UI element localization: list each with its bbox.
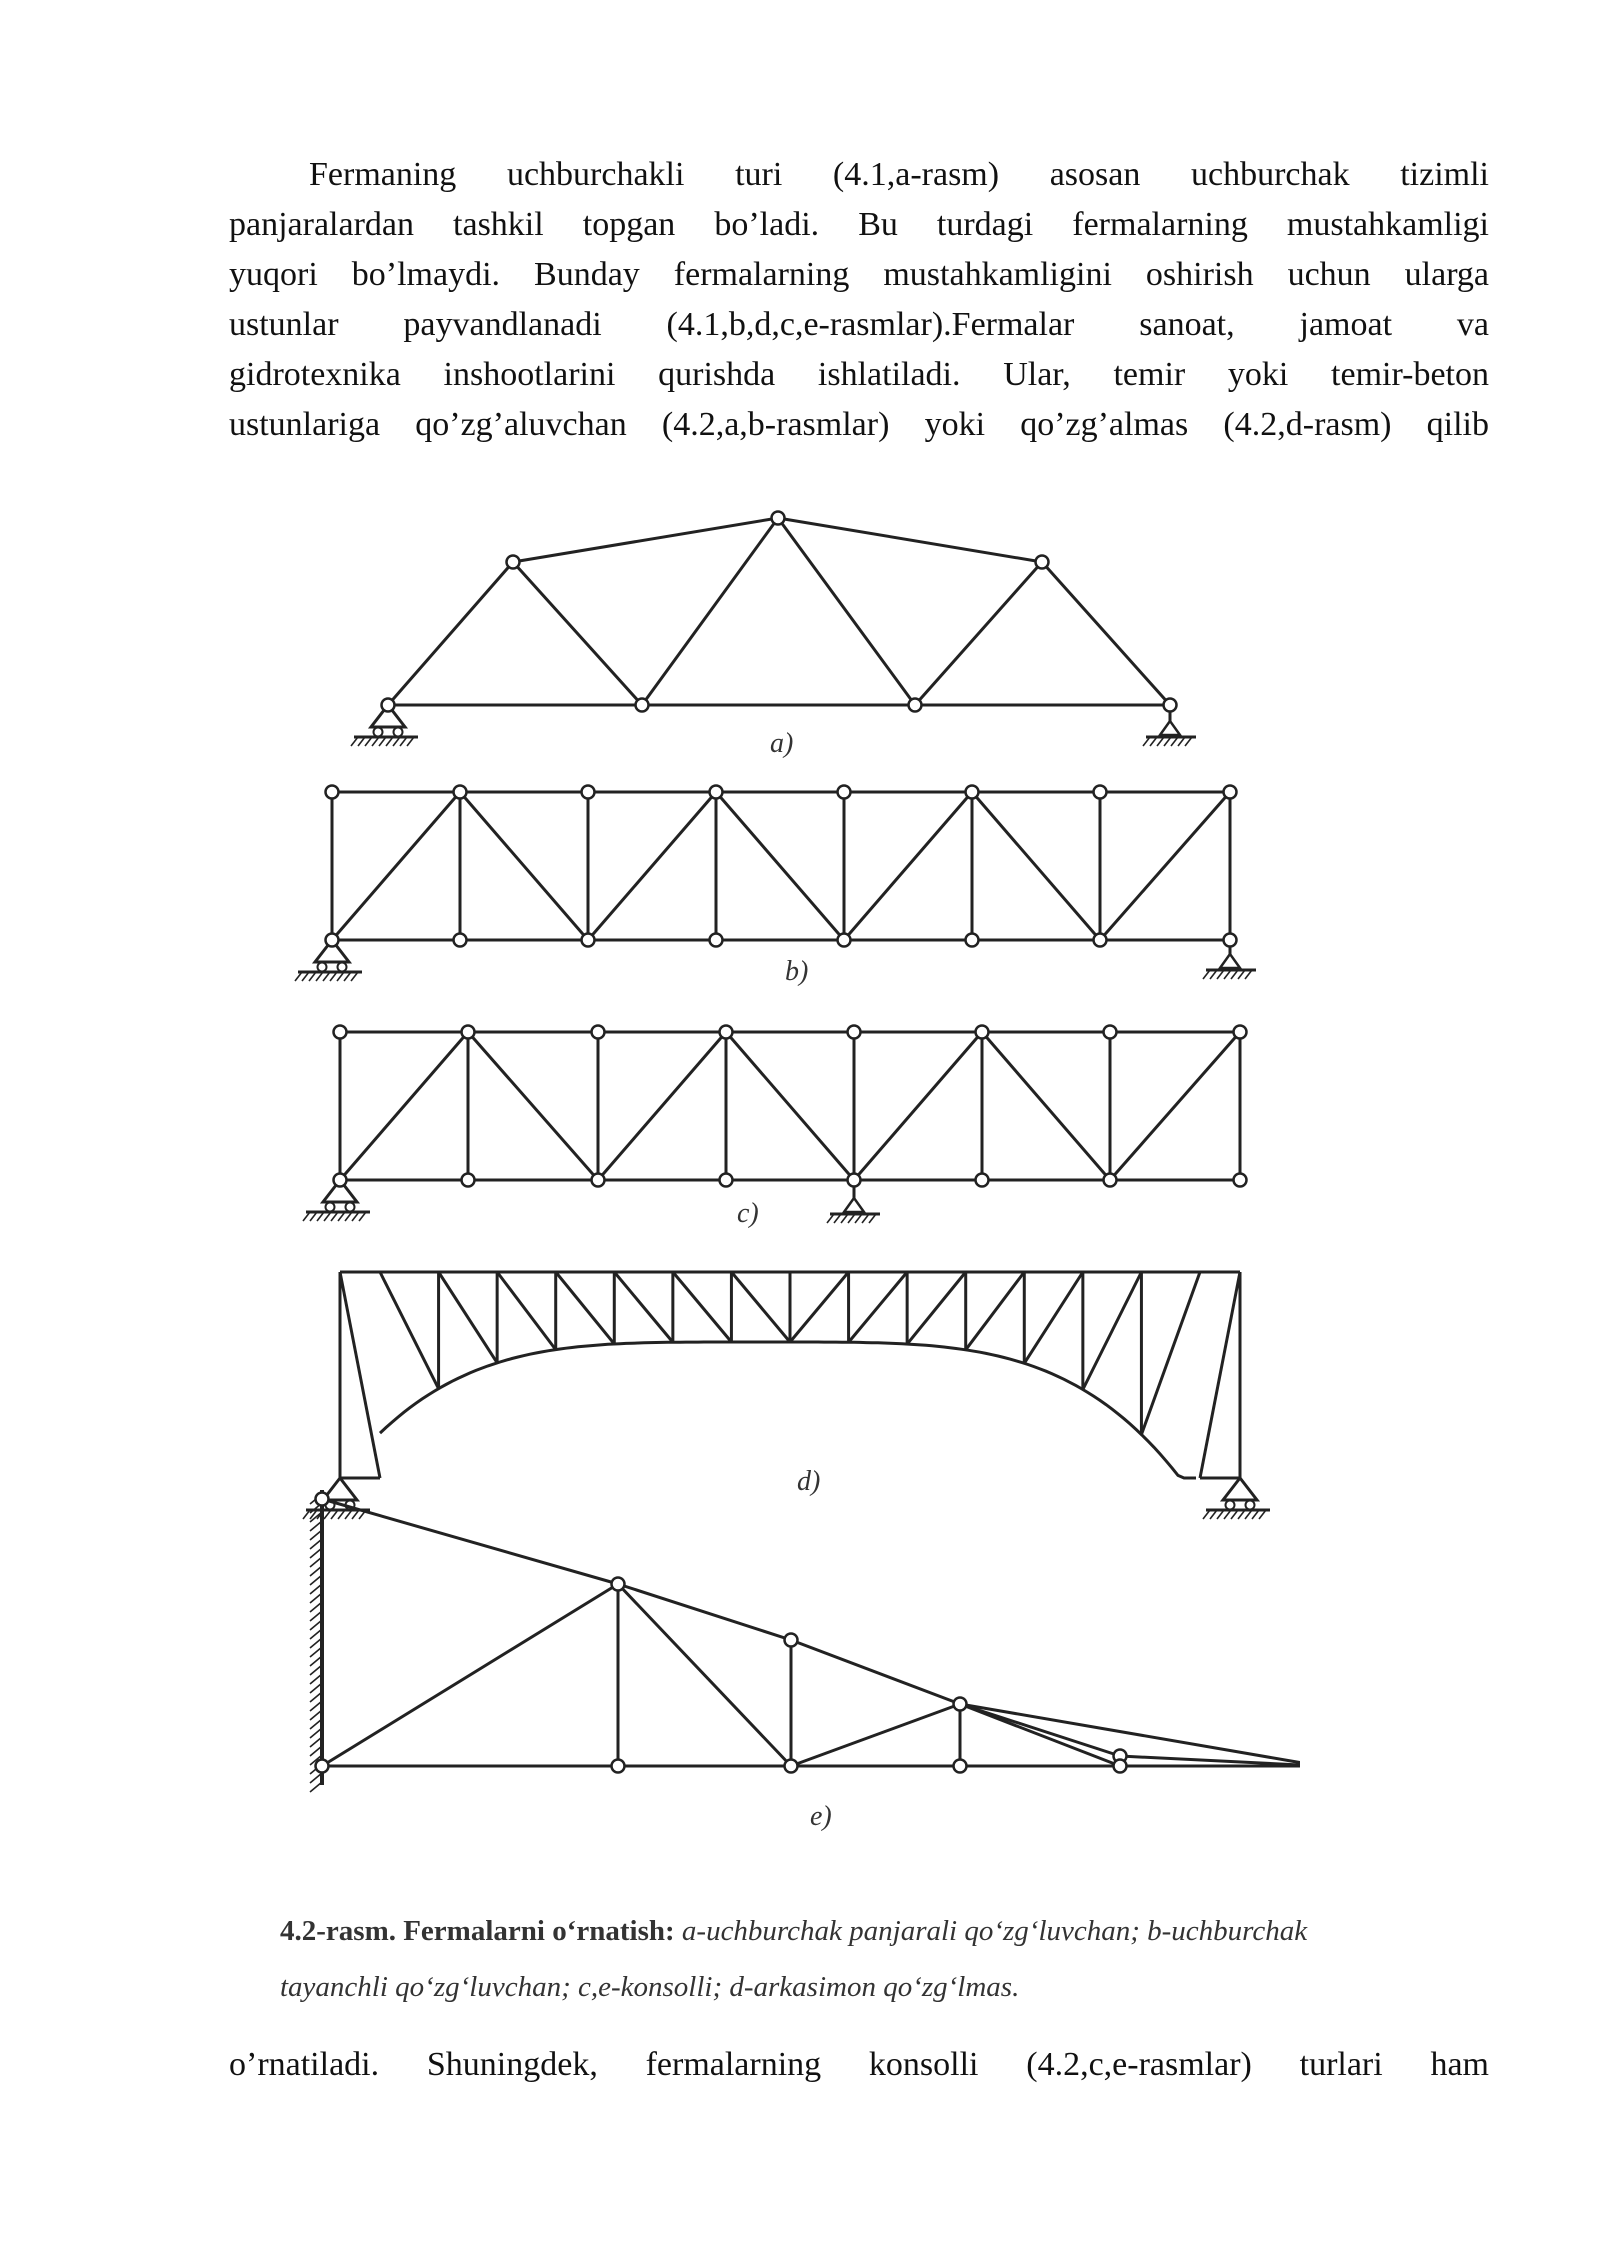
label-b: b) <box>785 956 809 987</box>
label-e: e) <box>810 1801 832 1832</box>
truss-node <box>772 512 785 525</box>
truss-member <box>844 792 972 940</box>
truss-node <box>462 1174 475 1187</box>
truss-member <box>790 1272 849 1342</box>
truss-member <box>614 1272 673 1342</box>
truss-node <box>838 786 851 799</box>
support-roller <box>374 728 383 737</box>
truss-member <box>513 562 642 705</box>
truss-member <box>460 792 588 940</box>
arch-chord <box>380 1342 1196 1478</box>
truss-member <box>1083 1272 1142 1389</box>
truss-node <box>582 934 595 947</box>
truss-node <box>334 1174 347 1187</box>
truss-member <box>468 1032 598 1180</box>
truss-node <box>966 786 979 799</box>
truss-member <box>1024 1272 1083 1363</box>
truss-node <box>1224 786 1237 799</box>
truss-member <box>907 1272 966 1344</box>
truss-a <box>351 512 1196 747</box>
truss-node <box>582 786 595 799</box>
truss-node <box>848 1174 861 1187</box>
label-a: a) <box>770 728 794 759</box>
truss-node <box>1094 934 1107 947</box>
truss-node <box>454 786 467 799</box>
truss-node <box>848 1026 861 1039</box>
truss-member <box>439 1272 498 1363</box>
truss-node <box>785 1634 798 1647</box>
truss-member <box>1110 1032 1240 1180</box>
truss-node <box>612 1760 625 1773</box>
truss-node <box>316 1493 329 1506</box>
support-roller <box>394 728 403 737</box>
truss-node <box>1104 1026 1117 1039</box>
truss-member <box>1042 562 1170 705</box>
figure-caption <box>280 1903 1330 2015</box>
truss-member <box>982 1032 1110 1180</box>
truss-member <box>778 518 1042 562</box>
truss-member <box>966 1272 1025 1350</box>
truss-node <box>334 1026 347 1039</box>
truss-node <box>966 934 979 947</box>
post-support <box>1160 721 1180 735</box>
truss-b <box>295 786 1256 982</box>
truss-member <box>673 1272 732 1342</box>
support-roller <box>1226 1501 1235 1510</box>
truss-node <box>462 1026 475 1039</box>
support-roller <box>338 963 347 972</box>
truss-member <box>791 1704 960 1766</box>
truss-member <box>854 1032 982 1180</box>
truss-member <box>1141 1272 1200 1435</box>
pin-support <box>1223 1478 1257 1500</box>
truss-d <box>303 1272 1270 1519</box>
truss-member <box>556 1272 615 1344</box>
truss-node <box>316 1760 329 1773</box>
text-line: panjaralardan tashkil topgan bo’ladi. Bu turdagi fermalarning mustahkamligi <box>229 206 1489 243</box>
truss-member <box>322 1499 618 1584</box>
truss-node <box>326 934 339 947</box>
support-roller <box>1246 1501 1255 1510</box>
truss-node <box>454 934 467 947</box>
paragraph-bottom <box>229 2040 1489 2090</box>
truss-node <box>838 934 851 947</box>
truss-node <box>976 1026 989 1039</box>
support-roller <box>326 1203 335 1212</box>
text-line: ustunlar payvandlanadi (4.1,b,d,c,e-rasmlar).Fermalar sanoat, jamoat va <box>229 306 1489 343</box>
truss-member <box>960 1704 1120 1766</box>
truss-node <box>1234 1174 1247 1187</box>
post-support <box>844 1198 864 1212</box>
truss-node <box>612 1578 625 1591</box>
truss-member <box>1100 792 1230 940</box>
truss-node <box>785 1760 798 1773</box>
truss-member <box>642 518 778 705</box>
truss-node <box>592 1174 605 1187</box>
truss-member <box>791 1640 960 1704</box>
truss-member <box>340 1032 468 1180</box>
text-line: Fermaning uchburchakli turi (4.1,a-rasm) asosan uchburchak tizimli <box>309 156 1489 193</box>
truss-member <box>340 1272 380 1478</box>
caption-text: a-uchburchak panjarali qo‘zg‘luvchan; b-uchburchak tayanchli qo‘zg‘luvchan; c,e-konsolli; d-arkasimon qo‘zg‘lmas. <box>280 1915 1308 2003</box>
truss-figure <box>280 480 1300 1860</box>
truss-member <box>726 1032 854 1180</box>
truss-node <box>592 1026 605 1039</box>
post-support <box>1220 954 1240 968</box>
truss-member <box>849 1272 908 1342</box>
truss-node <box>720 1026 733 1039</box>
truss-node <box>1224 934 1237 947</box>
caption-label: 4.2-rasm. Fermalarni o‘rnatish: <box>280 1915 675 1947</box>
truss-node <box>1036 556 1049 569</box>
truss-node <box>954 1698 967 1711</box>
truss-member <box>497 1272 556 1350</box>
truss-member <box>598 1032 726 1180</box>
text-line: ustunlariga qo’zg’aluvchan (4.2,a,b-rasmlar) yoki qo’zg’almas (4.2,d-rasm) qilib <box>229 406 1489 443</box>
truss-member <box>388 562 513 705</box>
truss-node <box>976 1174 989 1187</box>
truss-member <box>972 792 1100 940</box>
text-line: o’rnatiladi. Shuningdek, fermalarning konsolli (4.2,c,e-rasmlar) turlari ham <box>229 2046 1489 2083</box>
truss-member <box>322 1584 618 1766</box>
truss-node <box>1164 699 1177 712</box>
truss-member <box>380 1272 439 1389</box>
support-roller <box>346 1203 355 1212</box>
truss-c <box>303 1026 1247 1224</box>
truss-node <box>720 1174 733 1187</box>
truss-member <box>915 562 1042 705</box>
truss-node <box>710 934 723 947</box>
truss-node <box>1234 1026 1247 1039</box>
truss-member <box>716 792 844 940</box>
truss-member <box>778 518 915 705</box>
truss-member <box>513 518 778 562</box>
text-line: gidrotexnika inshootlarini qurishda ishlatiladi. Ular, temir yoki temir-beton <box>229 356 1489 393</box>
truss-node <box>636 699 649 712</box>
truss-member <box>588 792 716 940</box>
label-c: c) <box>737 1198 759 1229</box>
wall-hatch <box>310 1782 322 1792</box>
truss-node <box>954 1760 967 1773</box>
truss-member <box>1200 1272 1240 1478</box>
truss-member <box>731 1272 790 1342</box>
label-d: d) <box>797 1466 821 1497</box>
truss-node <box>1114 1760 1127 1773</box>
truss-diagrams <box>280 480 1300 1860</box>
truss-node <box>326 786 339 799</box>
paragraph-top <box>229 150 1489 450</box>
text-line: yuqori bo’lmaydi. Bunday fermalarning mustahkamligini oshirish uchun ularga <box>229 256 1489 293</box>
truss-node <box>1104 1174 1117 1187</box>
truss-node <box>909 699 922 712</box>
truss-node <box>507 556 520 569</box>
truss-node <box>382 699 395 712</box>
truss-node <box>710 786 723 799</box>
support-roller <box>318 963 327 972</box>
truss-member <box>332 792 460 940</box>
truss-node <box>1094 786 1107 799</box>
truss-e <box>310 1490 1300 1792</box>
